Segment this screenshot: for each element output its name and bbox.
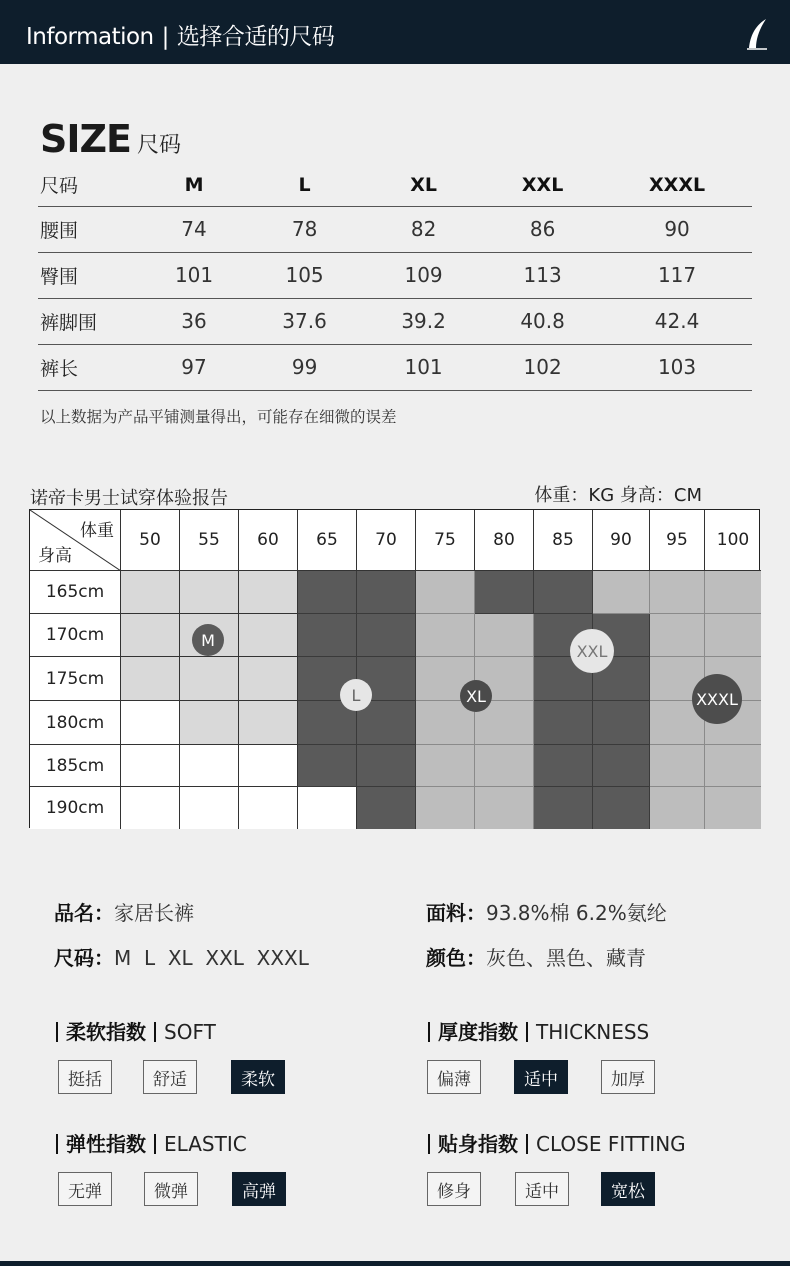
size-col-xl: XL [364,164,483,206]
fit-cell [239,614,298,657]
height-label-175cm: 175cm [30,657,121,701]
size-col-xxl: XXL [483,164,602,206]
title-bar [526,1134,528,1154]
fit-cell [180,571,239,614]
soft-option-3-selected[interactable]: 柔软 [231,1060,285,1094]
fit-cell [121,745,180,787]
product-size [54,942,309,971]
size-cell: 86 [483,206,602,252]
header-title-en: Information [26,24,154,50]
fit-cell [705,614,761,657]
fit-cell [121,614,180,657]
row-label: 裤脚围 [38,298,143,344]
product-fabric-value: 93.8%棉 6.2%氨纶 [486,901,667,925]
size-marker-xl: XL [460,680,492,712]
fit-cell [705,787,761,829]
weight-header-95: 95 [650,510,705,571]
size-cell: 74 [143,206,245,252]
fitting-index-title [428,1128,686,1157]
elastic-option-1[interactable]: 无弹 [58,1172,112,1206]
weight-header-85: 85 [534,510,593,571]
report-units: 体重：KG 身高：CM [534,485,702,506]
size-marker-xxl: XXL [570,629,614,673]
fit-cell [416,787,475,829]
fit-cell [239,701,298,745]
fit-cell [357,787,416,829]
fit-cell [650,571,705,614]
fit-cell [593,571,650,614]
title-bar [526,1022,528,1042]
fit-cell [357,571,416,614]
product-size-value: M L XL XXL XXXL [114,946,309,970]
soft-index-cn: 柔软指数 [66,1020,146,1044]
fit-cell [180,787,239,829]
fit-cell [180,701,239,745]
fit-cell [416,745,475,787]
soft-index-en: SOFT [164,1020,216,1044]
title-bar [154,1134,156,1154]
title-bar [154,1022,156,1042]
title-bar [428,1022,430,1042]
header-title [26,18,334,51]
size-cell: 103 [602,344,752,390]
weight-header-70: 70 [357,510,416,571]
product-name [54,897,194,926]
fit-cell [705,571,761,614]
size-cell: 42.4 [602,298,752,344]
product-color-value: 灰色、黑色、藏青 [486,946,646,970]
fit-cell [650,614,705,657]
fit-cell [121,657,180,701]
row-label: 裤长 [38,344,143,390]
size-table [38,164,752,391]
weight-header-65: 65 [298,510,357,571]
weight-header-90: 90 [593,510,650,571]
fitting-option-3-selected[interactable]: 宽松 [601,1172,655,1206]
size-title-small: 尺码 [137,133,182,158]
fit-report-grid [29,509,760,828]
product-size-label: 尺码： [54,946,114,970]
size-cell: 40.8 [483,298,602,344]
title-bar [56,1022,58,1042]
fit-cell [475,614,534,657]
product-fabric-label: 面料： [426,901,486,925]
bottom-bar [0,1261,790,1266]
sail-logo-icon [746,18,768,50]
fit-cell [593,701,650,745]
thickness-option-1[interactable]: 偏薄 [427,1060,481,1094]
size-cell: 37.6 [245,298,364,344]
fitting-index-en: CLOSE FITTING [536,1132,686,1156]
size-col-xxxl: XXXL [602,164,752,206]
size-cell: 99 [245,344,364,390]
weight-header-80: 80 [475,510,534,571]
size-cell: 39.2 [364,298,483,344]
size-title-big: SIZE [40,117,132,161]
fit-cell [650,787,705,829]
size-cell: 36 [143,298,245,344]
fit-cell [705,745,761,787]
fit-cell [121,701,180,745]
product-name-label: 品名： [54,901,114,925]
fit-cell [357,745,416,787]
size-row-hem [38,298,752,344]
height-label-190cm: 190cm [30,787,121,829]
elastic-index-title [56,1128,247,1157]
fit-cell [298,745,357,787]
height-label-165cm: 165cm [30,571,121,614]
size-row-length [38,344,752,390]
size-cell: 105 [245,252,364,298]
size-cell: 113 [483,252,602,298]
size-cell: 101 [364,344,483,390]
soft-option-1[interactable]: 挺括 [58,1060,112,1094]
row-label: 臀围 [38,252,143,298]
size-marker-xxxl: XXXL [692,674,742,724]
size-col-label: 尺码 [38,164,143,206]
corner-height-label: 身高 [38,546,72,566]
fit-cell [239,657,298,701]
thickness-option-3[interactable]: 加厚 [601,1060,655,1094]
thickness-index-en: THICKNESS [536,1020,650,1044]
header-separator: | [161,24,169,50]
fit-cell [180,745,239,787]
fit-cell [298,787,357,829]
title-bar [428,1134,430,1154]
elastic-option-3-selected[interactable]: 高弹 [232,1172,286,1206]
size-row-waist [38,206,752,252]
report-title: 诺帝卡男士试穿体验报告 [30,488,228,509]
fit-cell [416,614,475,657]
fitting-option-1[interactable]: 修身 [427,1172,481,1206]
fit-cell [475,787,534,829]
fit-cell [121,571,180,614]
row-label: 腰围 [38,206,143,252]
fit-cell [650,745,705,787]
size-row-hip [38,252,752,298]
size-note: 以上数据为产品平铺测量得出，可能存在细微的误差 [40,408,397,426]
thickness-index-title [428,1016,649,1045]
elastic-index-cn: 弹性指数 [66,1132,146,1156]
elastic-index-en: ELASTIC [164,1132,247,1156]
soft-option-2[interactable]: 舒适 [143,1060,197,1094]
fit-cell [534,787,593,829]
size-cell: 78 [245,206,364,252]
product-color-label: 颜色： [426,946,486,970]
fitting-index-cn: 贴身指数 [438,1132,518,1156]
header-title-cn: 选择合适的尺码 [176,24,335,50]
size-cell: 117 [602,252,752,298]
fit-cell [475,571,534,614]
fit-cell [416,571,475,614]
fitting-option-2[interactable]: 适中 [515,1172,569,1206]
size-marker-l: L [340,679,372,711]
size-col-l: L [245,164,364,206]
fit-cell [534,701,593,745]
size-cell: 102 [483,344,602,390]
size-marker-m: M [192,624,224,656]
fit-cell [298,571,357,614]
thickness-option-2-selected[interactable]: 适中 [514,1060,568,1094]
fit-cell [298,614,357,657]
size-cell: 90 [602,206,752,252]
size-col-m: M [143,164,245,206]
grid-corner [30,510,121,571]
fit-cell [534,745,593,787]
size-cell: 109 [364,252,483,298]
fit-cell [180,657,239,701]
size-cell: 101 [143,252,245,298]
product-fabric [426,897,667,926]
corner-weight-label: 体重 [80,521,114,541]
fit-cell [475,745,534,787]
size-cell: 97 [143,344,245,390]
height-label-185cm: 185cm [30,745,121,787]
size-cell: 82 [364,206,483,252]
soft-index-title [56,1016,216,1045]
fit-cell [239,571,298,614]
fit-cell [357,614,416,657]
fit-cell [239,745,298,787]
weight-header-60: 60 [239,510,298,571]
product-color [426,942,646,971]
product-name-value: 家居长裤 [114,901,194,925]
size-section-title [40,117,181,161]
thickness-index-cn: 厚度指数 [438,1020,518,1044]
title-bar [56,1134,58,1154]
weight-header-75: 75 [416,510,475,571]
weight-header-100: 100 [705,510,761,571]
fit-cell [121,787,180,829]
fit-cell [239,787,298,829]
weight-header-55: 55 [180,510,239,571]
weight-header-50: 50 [121,510,180,571]
size-table-header-row [38,164,752,206]
height-label-180cm: 180cm [30,701,121,745]
fit-cell [593,745,650,787]
fit-cell [534,571,593,614]
page-header [0,0,790,64]
height-label-170cm: 170cm [30,614,121,657]
elastic-option-2[interactable]: 微弹 [144,1172,198,1206]
fit-cell [593,787,650,829]
